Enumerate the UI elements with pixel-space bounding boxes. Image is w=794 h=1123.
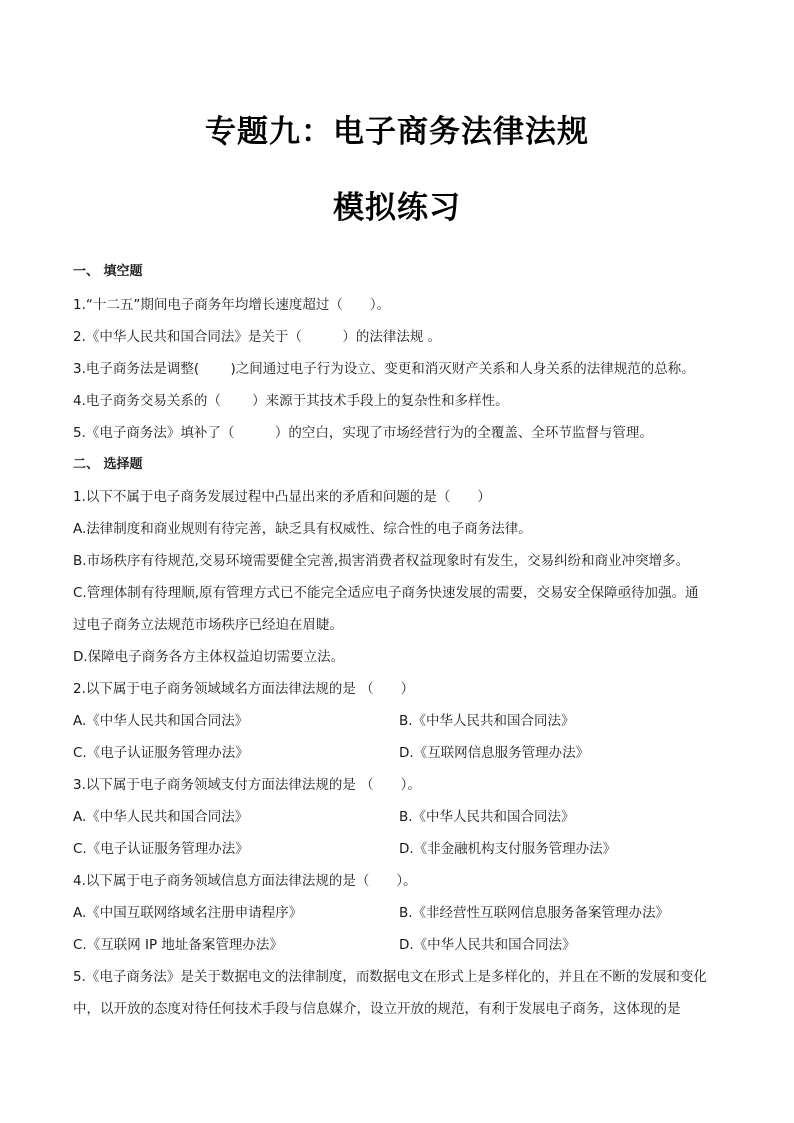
fill-question-3: 3.电子商务法是调整( )之间通过电子行为设立、变更和消灭财产关系和人身关系的法律规范的总称。 xyxy=(73,361,695,377)
page-title: 专题九：电子商务法律法规 xyxy=(205,114,589,150)
choice-question-1-option-a: A.法律制度和商业规则有待完善，缺乏具有权威性、综合性的电子商务法律。 xyxy=(73,521,532,537)
choice-question-1-option-d: D.保障电子商务各方主体权益迫切需要立法。 xyxy=(73,649,345,665)
choice-question-4-option-a: A.《中国互联网络域名注册申请程序》 xyxy=(73,905,303,921)
choice-question-2-option-c: C.《电子认证服务管理办法》 xyxy=(73,745,249,761)
page-subtitle: 模拟练习 xyxy=(333,190,461,226)
fill-question-4: 4.电子商务交易关系的（ ）来源于其技术手段上的复杂性和多样性。 xyxy=(73,393,509,409)
fill-question-2: 2.《中华人民共和国合同法》是关于（ ）的法律法规 。 xyxy=(73,329,442,345)
fill-question-5: 5.《电子商务法》填补了（ ）的空白，实现了市场经营行为的全覆盖、全环节监督与管理。 xyxy=(73,425,653,441)
choice-question-3-option-c: C.《电子认证服务管理办法》 xyxy=(73,841,249,857)
choice-question-4-option-d: D.《中华人民共和国合同法》 xyxy=(399,937,576,953)
choice-question-2-option-b: B.《中华人民共和国合同法》 xyxy=(399,713,575,729)
choice-question-4-stem: 4.以下属于电子商务领域信息方面法律法规的是（ ）。 xyxy=(73,873,417,889)
section-heading-choice: 二、 选择题 xyxy=(73,457,143,472)
fill-question-1: 1.“十二五”期间电子商务年均增长速度超过（ ）。 xyxy=(73,297,391,313)
choice-question-5-stem: 5.《电子商务法》是关于数据电文的法律制度，而数据电文在形式上是多样化的，并且在不断的发展和变化 xyxy=(73,969,707,985)
choice-question-2-option-a: A.《中华人民共和国合同法》 xyxy=(73,713,249,729)
choice-question-4-option-c: C.《互联网 IP 地址备案管理办法》 xyxy=(73,937,283,953)
choice-question-4-option-b: B.《非经营性互联网信息服务备案管理办法》 xyxy=(399,905,670,921)
choice-question-1-option-c: C.管理体制有待理顺,原有管理方式已不能完全适应电子商务快速发展的需要，交易安全保障亟待加强。通 xyxy=(73,585,699,601)
choice-question-3-option-d: D.《非金融机构支付服务管理办法》 xyxy=(399,841,617,857)
choice-question-3-option-a: A.《中华人民共和国合同法》 xyxy=(73,809,249,825)
choice-question-1-option-c-cont: 过电子商务立法规范市场秩序已经迫在眉睫。 xyxy=(73,617,343,633)
choice-question-2-option-d: D.《互联网信息服务管理办法》 xyxy=(399,745,590,761)
choice-question-3-stem: 3.以下属于电子商务领域支付方面法律法规的是 （ ）。 xyxy=(73,777,421,793)
choice-question-1-stem: 1.以下不属于电子商务发展过程中凸显出来的矛盾和问题的是（ ） xyxy=(73,489,491,505)
choice-question-2-stem: 2.以下属于电子商务领域域名方面法律法规的是 （ ） xyxy=(73,681,415,697)
section-heading-fill-in: 一、 填空题 xyxy=(73,264,143,279)
choice-question-5-stem-cont: 中，以开放的态度对待任何技术手段与信息媒介，设立开放的规范，有利于发展电子商务，这体现的是 xyxy=(73,1001,681,1017)
choice-question-3-option-b: B.《中华人民共和国合同法》 xyxy=(399,809,575,825)
choice-question-1-option-b: B.市场秩序有待规范,交易环境需要健全完善,损害消费者权益现象时有发生，交易纠纷和商业冲突增多。 xyxy=(73,553,690,569)
